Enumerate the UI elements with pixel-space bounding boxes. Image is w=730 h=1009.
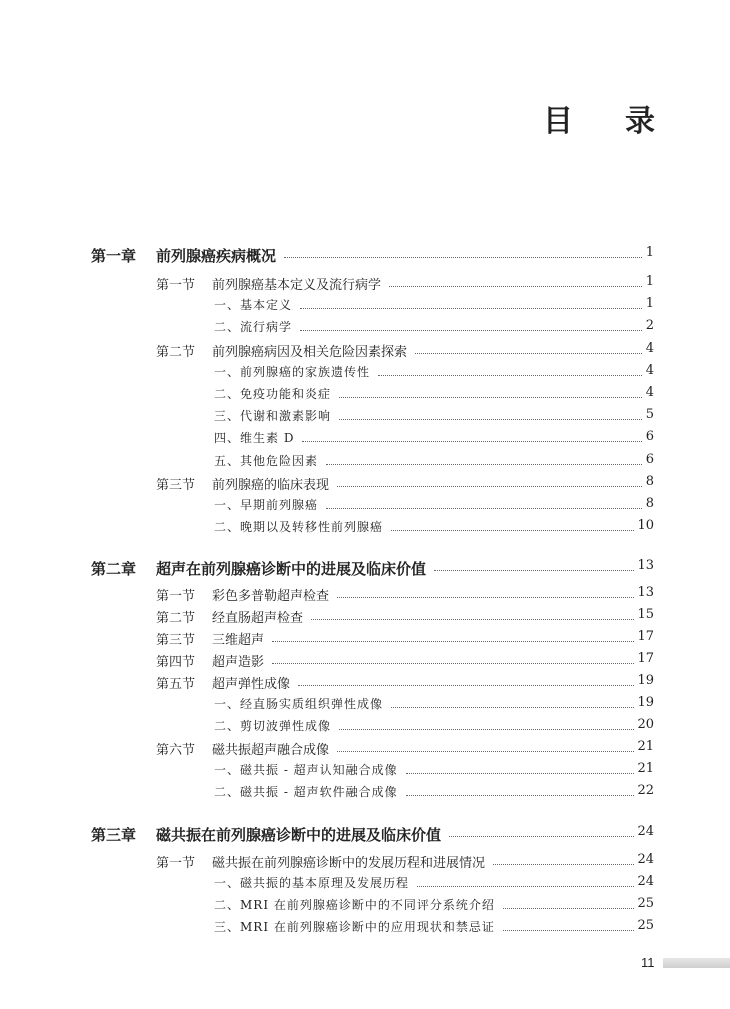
toc-leader-dots [272, 641, 634, 642]
toc-leader-dots [337, 597, 634, 598]
toc-section-number: 第三节 [156, 478, 196, 493]
toc-page-number: 19 [637, 673, 654, 688]
footer-page-number: 11 [641, 955, 655, 970]
toc-leader-dots [406, 795, 634, 796]
toc-leader-dots [311, 619, 634, 620]
toc-leader-dots [339, 397, 642, 398]
toc-entry-label: 五、其他危险因素 [214, 454, 319, 468]
toc-leader-dots [415, 353, 642, 354]
toc-entry-label: 二、MRI 在前列腺癌诊断中的不同评分系统介绍 [214, 898, 495, 912]
toc-entry[interactable] [0, 318, 730, 338]
toc-leader-dots [326, 508, 642, 509]
title-char-2: 录 [625, 104, 655, 139]
toc-entry[interactable] [0, 407, 730, 427]
toc-entry-label: 磁共振在前列腺癌诊断中的进展及临床价值 [156, 826, 442, 844]
toc-leader-dots [337, 486, 642, 487]
toc-page-number: 24 [637, 852, 654, 867]
toc-page-number: 17 [637, 651, 654, 666]
toc-page-number: 10 [637, 518, 654, 533]
toc-page-number: 19 [637, 695, 654, 710]
toc-leader-dots [389, 286, 642, 287]
toc-leader-dots [284, 257, 642, 258]
toc-entry[interactable] [0, 896, 730, 916]
toc-entry[interactable] [0, 496, 730, 516]
toc-entry[interactable] [0, 558, 730, 578]
footer-decorative-bar [663, 958, 730, 968]
toc-entry[interactable] [0, 651, 730, 671]
toc-page-number: 8 [645, 474, 654, 489]
toc-leader-dots [378, 375, 642, 376]
toc-entry[interactable] [0, 783, 730, 803]
toc-page-number: 4 [645, 385, 654, 400]
toc-leader-dots [298, 685, 634, 686]
toc-entry[interactable] [0, 385, 730, 405]
toc-entry-label: 一、磁共振 - 超声认知融合成像 [214, 763, 398, 777]
toc-entry-label: 四、维生素 D [214, 431, 295, 445]
toc-page-number: 13 [637, 558, 654, 573]
title-char-1: 目 [543, 104, 573, 139]
toc-page-number: 5 [645, 407, 654, 422]
toc-entry-label: 彩色多普勒超声检查 [212, 589, 330, 604]
toc-entry[interactable] [0, 673, 730, 693]
toc-leader-dots [300, 308, 642, 309]
toc-leader-dots [272, 663, 634, 664]
toc-page-number: 2 [645, 318, 654, 333]
toc-entry[interactable] [0, 429, 730, 449]
toc-entry-label: 二、剪切波弹性成像 [214, 719, 332, 733]
toc-leader-dots [302, 441, 642, 442]
toc-page-number: 24 [637, 824, 654, 839]
toc-entry-label: 二、晚期以及转移性前列腺癌 [214, 520, 384, 534]
toc-page-number: 8 [645, 496, 654, 511]
toc-page-number: 22 [637, 783, 654, 798]
toc-entry-label: 前列腺癌的临床表现 [212, 478, 330, 493]
toc-entry-label: 超声弹性成像 [212, 677, 291, 692]
toc-entry-label: 经直肠超声检查 [212, 611, 304, 626]
toc-entry-label: 前列腺癌疾病概况 [156, 247, 277, 265]
toc-leader-dots [339, 419, 642, 420]
toc-entry-label: 一、早期前列腺癌 [214, 498, 319, 512]
toc-leader-dots [417, 886, 634, 887]
toc-section-number: 第二节 [156, 611, 196, 626]
toc-entry[interactable] [0, 761, 730, 781]
toc-entry-label: 三维超声 [212, 633, 265, 648]
toc-entry[interactable] [0, 341, 730, 361]
toc-leader-dots [449, 836, 634, 837]
toc-entry[interactable] [0, 717, 730, 737]
toc-entry[interactable] [0, 874, 730, 894]
toc-entry-label: 前列腺癌基本定义及流行病学 [212, 278, 382, 293]
toc-chapter-number: 第二章 [91, 560, 137, 578]
toc-page-number: 13 [637, 585, 654, 600]
toc-section-number: 第五节 [156, 677, 196, 692]
toc-page-number: 4 [645, 341, 654, 356]
toc-entry-label: 前列腺癌病因及相关危险因素探索 [212, 345, 408, 360]
toc-chapter-number: 第一章 [91, 247, 137, 265]
toc-entry[interactable] [0, 474, 730, 494]
toc-section-number: 第四节 [156, 655, 196, 670]
toc-page-number: 1 [645, 274, 654, 289]
toc-page-number: 15 [637, 607, 654, 622]
toc-entry[interactable] [0, 452, 730, 472]
toc-section-number: 第一节 [156, 856, 196, 871]
toc-leader-dots [339, 729, 634, 730]
toc-leader-dots [337, 751, 634, 752]
toc-entry-label: 一、前列腺癌的家族遗传性 [214, 365, 371, 379]
toc-section-number: 第六节 [156, 743, 196, 758]
toc-entry[interactable] [0, 274, 730, 294]
toc-entry[interactable] [0, 629, 730, 649]
toc-entry-label: 超声造影 [212, 655, 265, 670]
toc-section-number: 第一节 [156, 278, 196, 293]
toc-leader-dots [434, 570, 634, 571]
toc-page-number: 4 [645, 363, 654, 378]
toc-chapter-number: 第三章 [91, 826, 137, 844]
toc-page-number: 1 [645, 245, 654, 260]
toc-entry-label: 一、基本定义 [214, 298, 293, 312]
toc-entry-label: 三、代谢和激素影响 [214, 409, 332, 423]
toc-page-number: 17 [637, 629, 654, 644]
toc-entry[interactable] [0, 245, 730, 265]
toc-entry[interactable] [0, 363, 730, 383]
toc-entry-label: 磁共振超声融合成像 [212, 743, 330, 758]
toc-page-number: 25 [637, 918, 654, 933]
toc-section-number: 第三节 [156, 633, 196, 648]
toc-leader-dots [300, 330, 642, 331]
toc-page-number: 6 [645, 429, 654, 444]
toc-leader-dots [406, 773, 634, 774]
toc-page-number: 24 [637, 874, 654, 889]
toc-entry-label: 磁共振在前列腺癌诊断中的发展历程和进展情况 [212, 856, 486, 871]
toc-entry-label: 二、免疫功能和炎症 [214, 387, 332, 401]
toc-entry[interactable] [0, 824, 730, 844]
toc-leader-dots [391, 530, 634, 531]
toc-entry-label: 超声在前列腺癌诊断中的进展及临床价值 [156, 560, 427, 578]
toc-entry[interactable] [0, 518, 730, 538]
toc-section-number: 第一节 [156, 589, 196, 604]
toc-page-number: 6 [645, 452, 654, 467]
toc-leader-dots [493, 864, 634, 865]
toc-section-number: 第二节 [156, 345, 196, 360]
toc-page-number: 21 [637, 739, 654, 754]
toc-entry-label: 二、磁共振 - 超声软件融合成像 [214, 785, 398, 799]
toc-page-number: 25 [637, 896, 654, 911]
toc-leader-dots [391, 707, 634, 708]
toc-entry[interactable] [0, 296, 730, 316]
toc-page-number: 1 [645, 296, 654, 311]
toc-entry[interactable] [0, 918, 730, 938]
toc-page-number: 20 [637, 717, 654, 732]
toc-entry[interactable] [0, 607, 730, 627]
toc-entry-label: 一、磁共振的基本原理及发展历程 [214, 876, 410, 890]
toc-page-number: 21 [637, 761, 654, 776]
toc-entry[interactable] [0, 852, 730, 872]
toc-entry-label: 二、流行病学 [214, 320, 293, 334]
toc-entry-label: 一、经直肠实质组织弹性成像 [214, 697, 384, 711]
toc-leader-dots [326, 464, 642, 465]
toc-entry[interactable] [0, 695, 730, 715]
toc-entry-label: 三、MRI 在前列腺癌诊断中的应用现状和禁忌证 [214, 920, 495, 934]
toc-entry[interactable] [0, 739, 730, 759]
toc-entry[interactable] [0, 585, 730, 605]
